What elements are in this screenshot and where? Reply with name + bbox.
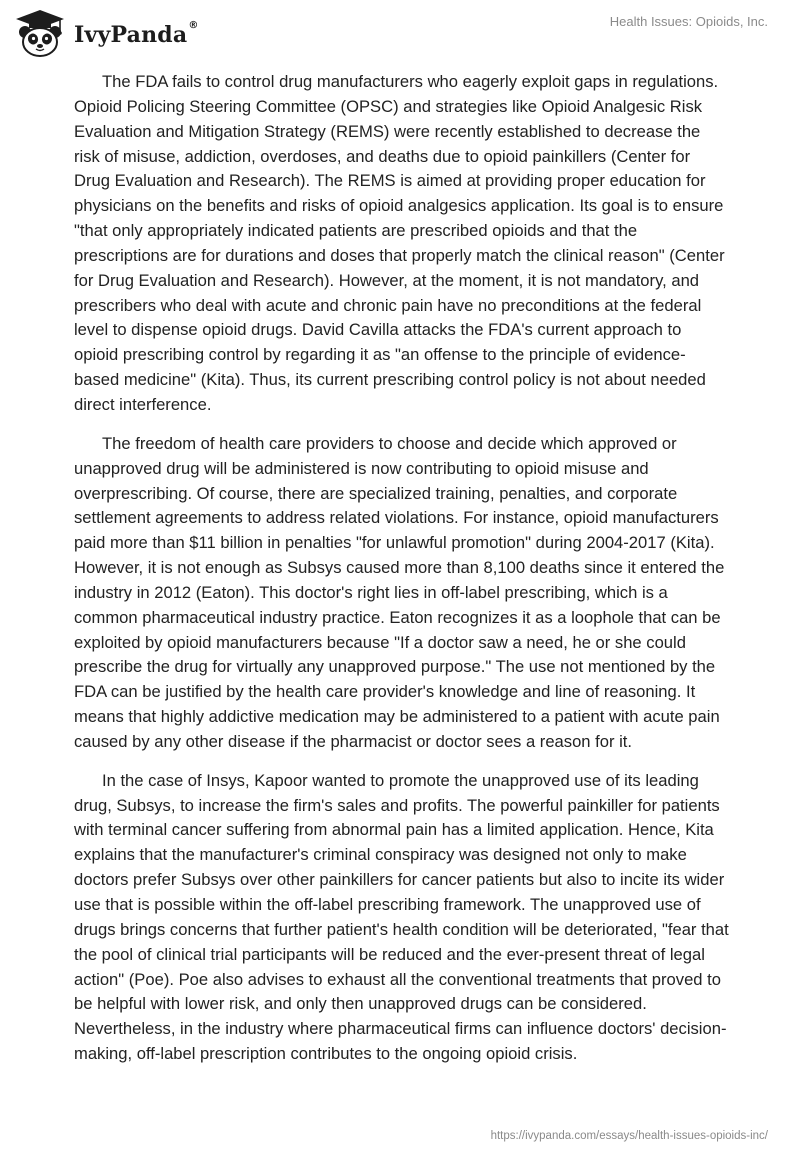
document-title: Health Issues: Opioids, Inc. [609,14,768,29]
registered-mark: ® [188,20,199,31]
paragraph: In the case of Insys, Kapoor wanted to promote the unapproved use of its leading drug, Subsys, to increase the firm's sales and profits. The powerful painkiller for patients with terminal cancer suffering from abnormal pain has a limited application. Hence, Kita explains that the manufacturer's criminal conspiracy was designed not only to make doctors prefer Subsys over other painkillers for cancer patients but also to incite its wider use that is possible within the off-label prescribing framework. The unapproved use of drugs brings concerns that further patient's health condition will be deteriorated, "fear that the pool of clinical trial participants will be reduced and the ever-present threat of legal action" (Poe). Poe also advises to exhaust all the conventional treatments that proved to be helpful with lower risk, and only then unapproved drugs can be considered. Nevertheless, in the industry where pharmaceutical firms can influence doctors' decision-making, off-label prescription contributes to the ongoing opioid crisis. [74,770,729,1064]
paragraph: The FDA fails to control drug manufacturers who eagerly exploit gaps in regulations. Opioid Policing Steering Committee (OPSC) and strategies like Opioid Analgesic Risk Evaluation and Mitigation Strategy (REMS) were recently established to decrease the risk of misuse, addiction, overdoses, and deaths due to opioid painkillers (Center for Drug Evaluation and Research). The REMS is aimed at providing proper education for physicians on the benefits and risks of opioid analgesics application. Its goal is to ensure "that only appropriately indicated patients are prescribed opioids and that the prescriptions are for durations and doses that properly match the clinical reason" (Center for Drug Evaluation and Research). However, at the moment, it is not mandatory, and prescribers who deal with acute and chronic pain have no preconditions at the federal level to dispense opioid drugs. David Cavilla attacks the FDA's current approach to opioid prescribing control by regarding it as "an offense to the principle of evidence-based medicine" (Kita). Thus, its current prescribing control policy is not about needed direct interference. [74,72,725,414]
essay-body [74,70,730,1081]
brand-name: IvyPanda® [74,20,199,48]
source-url[interactable]: https://ivypanda.com/essays/health-issues-opioids-inc/ [490,1130,768,1142]
page-header [0,0,800,64]
brand-logo[interactable] [14,8,199,58]
paragraph: The freedom of health care providers to choose and decide which approved or unapproved drug will be administered is now contributing to opioid misuse and overprescribing. Of course, there are specialized training, penalties, and corporate settlement agreements to address related violations. For instance, opioid manufacturers paid more than $11 billion in penalties "for unlawful promotion" during 2004-2017 (Kita). However, it is not enough as Subsys caused more than 8,100 deaths since it entered the industry in 2012 (Eaton). This doctor's right lies in off-label prescribing, which is a common pharmaceutical industry practice. Eaton recognizes it as a loophole that can be exploited by opioid manufacturers because "If a doctor saw a need, he or she could prescribe the drug for virtually any unapproved purpose." The use not mentioned by the FDA can be justified by the health care provider's knowledge and line of reasoning. It means that highly addictive medication may be administered to a patient with acute pain caused by any other disease if the pharmacist or doctor sees a reason for it. [74,433,725,751]
panda-icon [14,8,66,58]
